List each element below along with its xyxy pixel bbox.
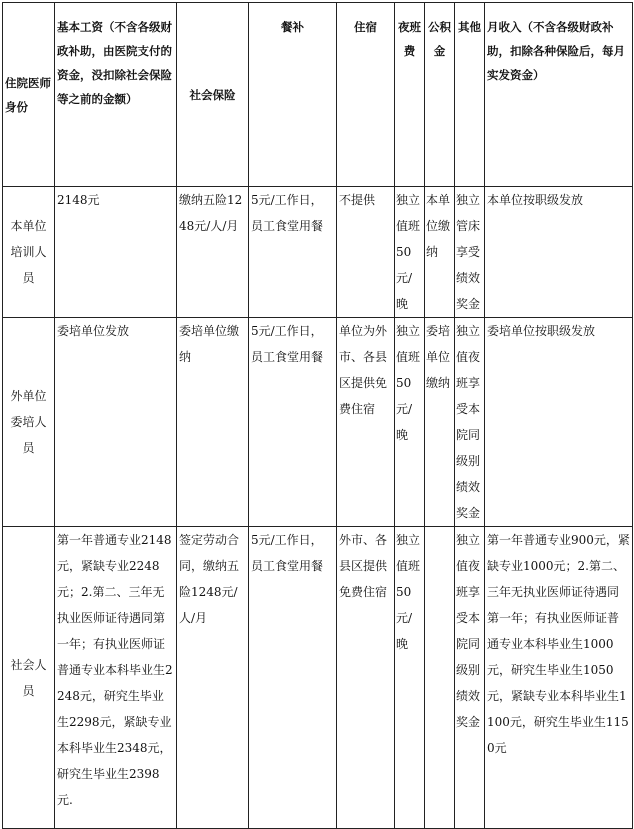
cell-night-shift: 独立值班50元/晚 [395, 318, 425, 527]
cell-base-salary: 委培单位发放 [55, 318, 177, 527]
cell-monthly-income: 第一年普通专业900元，紧缺专业1000元；2.第二、三年无执业医师证待遇同第一年；有执业医师证普通专业本科毕业生1000元，研究生毕业生1050元，紧缺专业本科毕业生1100元，研究生毕业生1150元 [485, 527, 633, 829]
header-monthly-income: 月收入（不含各级财政补助，扣除各种保险后，每月实发资金） [485, 3, 633, 187]
cell-monthly-income: 本单位按职级发放 [485, 187, 633, 318]
cell-social-insurance: 签定劳动合同，缴纳五险1248元/人/月 [177, 527, 249, 829]
cell-base-salary: 2148元 [55, 187, 177, 318]
table-row [3, 527, 633, 829]
header-night-shift: 夜班费 [395, 3, 425, 187]
cell-housing: 不提供 [337, 187, 395, 318]
cell-social-insurance: 缴纳五险1248元/人/月 [177, 187, 249, 318]
cell-housing: 单位为外市、各县区提供免费住宿 [337, 318, 395, 527]
cell-housing: 外市、各县区提供免费住宿 [337, 527, 395, 829]
row-identity: 外单位委培人员 [3, 318, 55, 527]
cell-social-insurance: 委培单位缴纳 [177, 318, 249, 527]
cell-meal-allowance: 5元/工作日，员工食堂用餐 [249, 187, 337, 318]
header-housing: 住宿 [337, 3, 395, 187]
cell-meal-allowance: 5元/工作日，员工食堂用餐 [249, 527, 337, 829]
table-row [3, 187, 633, 318]
cell-meal-allowance: 5元/工作日，员工食堂用餐 [249, 318, 337, 527]
header-identity: 住院医师身份 [3, 3, 55, 187]
header-housing-fund: 公积金 [425, 3, 455, 187]
row-identity: 本单位培训人员 [3, 187, 55, 318]
cell-night-shift: 独立值班50元/晚 [395, 187, 425, 318]
cell-other: 独立管床享受绩效奖金 [455, 187, 485, 318]
cell-other: 独立值夜班享受本院同级别绩效奖金 [455, 318, 485, 527]
row-identity: 社会人员 [3, 527, 55, 829]
header-meal-allowance: 餐补 [249, 3, 337, 187]
header-other: 其他 [455, 3, 485, 187]
cell-housing-fund: 本单位缴纳 [425, 187, 455, 318]
cell-night-shift: 独立值班50元/晚 [395, 527, 425, 829]
cell-monthly-income: 委培单位按职级发放 [485, 318, 633, 527]
cell-housing-fund [425, 527, 455, 829]
cell-other: 独立值夜班享受本院同级别绩效奖金 [455, 527, 485, 829]
header-row [3, 3, 633, 187]
table-row [3, 318, 633, 527]
header-base-salary: 基本工资（不含各级财政补助，由医院支付的资金，没扣除社会保险等之前的金额） [55, 3, 177, 187]
resident-compensation-table [2, 2, 633, 829]
cell-base-salary: 第一年普通专业2148元，紧缺专业2248元；2.第二、三年无执业医师证待遇同第一年；有执业医师证普通专业本科毕业生2248元，研究生毕业生2298元，紧缺专业本科毕业生2348元，研究生毕业生2398元. [55, 527, 177, 829]
cell-housing-fund: 委培单位缴纳 [425, 318, 455, 527]
header-social-insurance: 社会保险 [177, 3, 249, 187]
